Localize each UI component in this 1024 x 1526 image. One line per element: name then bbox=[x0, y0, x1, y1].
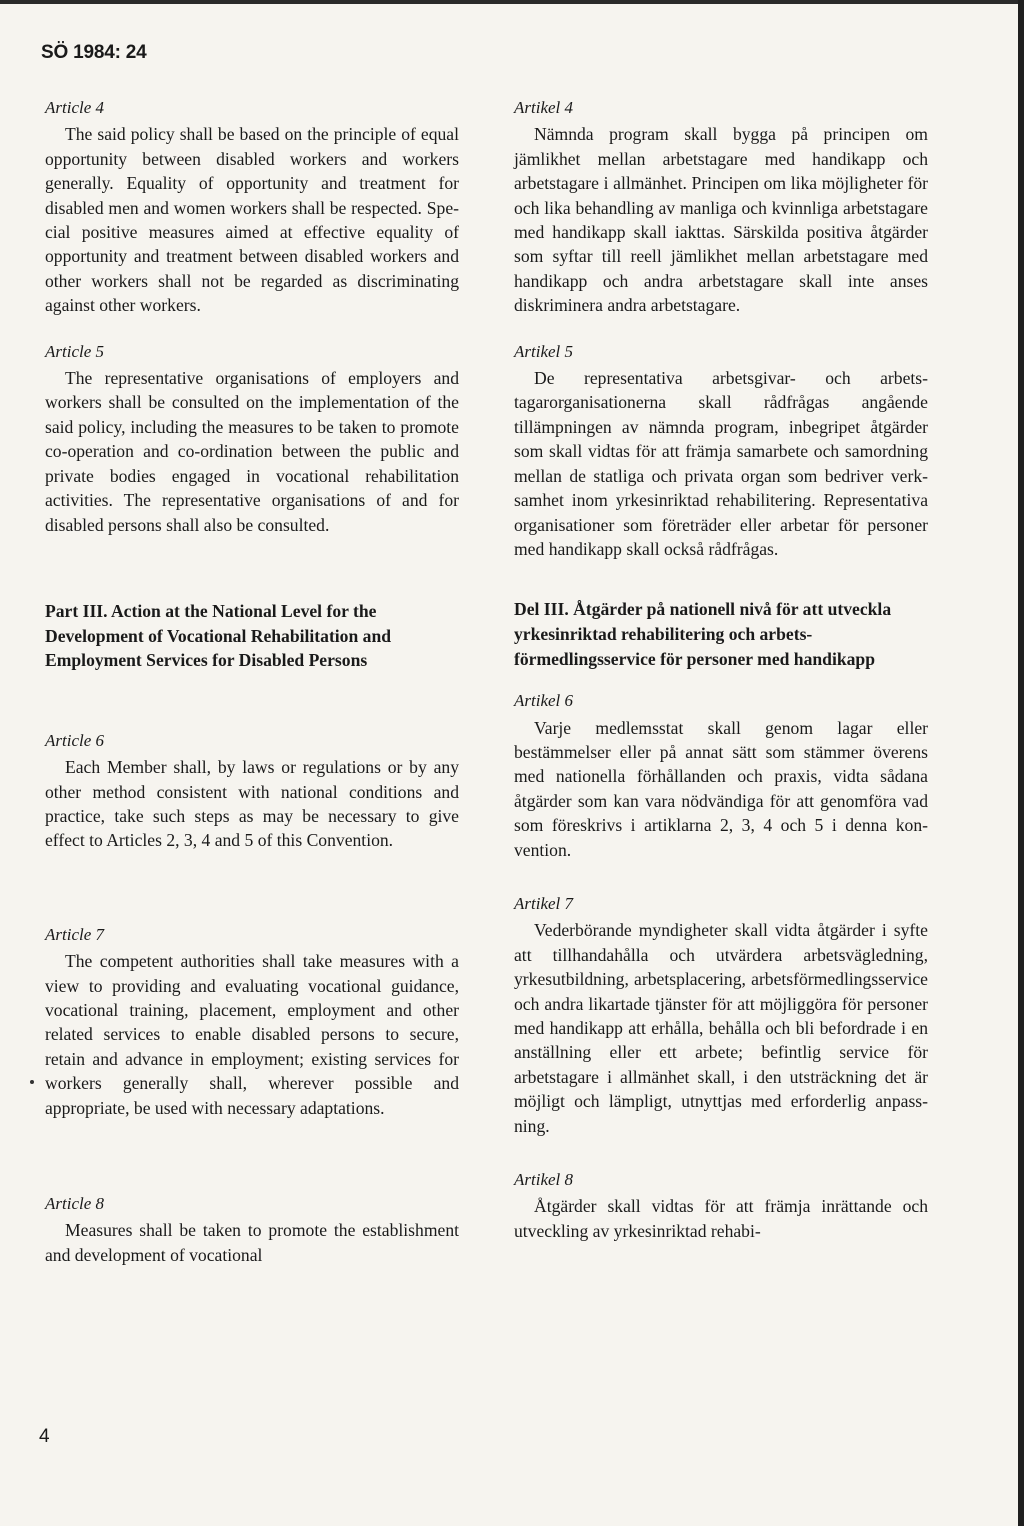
artikel-5-text: De representativa arbetsgivar- och arbetstagarorganisationerna skall rådfrågas angående tillämpningen av nämnda program, inbegripet åtgärder som skall vidtas för att främja samarbete och samordning mellan de statliga och privata organ som bedriver verksamhet inom yrkesinriktad rehabilitering. Representativa organisationer som företräder eller arbetar för personer med handikapp skall också rådfrågas. bbox=[514, 368, 928, 559]
page-number: 4 bbox=[39, 1426, 50, 1447]
article-5-text: The representative organisations of employers and workers shall be consulted on the implementation of the said policy, including the measures to be taken to promote co-operation and co-ordination between the public and private bodies engaged in vocational rehabilitation activities. The representative organisations of and for disabled persons shall also be consulted. bbox=[45, 368, 459, 535]
part-3-heading: Part III. Action at the National Level for the Development of Vocational Rehabilitation and Employment Services for Disabled Persons bbox=[45, 600, 392, 671]
article-6-text: Each Member shall, by laws or regulations or by any other method consistent with national conditions and practice, take such steps as may be necessary to give effect to Articles 2, 3, 4 and 5 of this Convention. bbox=[45, 757, 459, 851]
artikel-8-text: Åtgärder skall vidtas för att främja inrättande och utveckling av yrkesinriktad rehabi- bbox=[514, 1196, 928, 1241]
article-8-text: Measures shall be taken to promote the establishment and development of vocational bbox=[45, 1220, 459, 1265]
top-border bbox=[0, 0, 1024, 4]
article-4-heading: Article 4 bbox=[45, 98, 105, 117]
artikel-6-heading: Artikel 6 bbox=[514, 691, 574, 711]
article-7-text: The competent authorities shall take measures with a view to providing and evaluating vocational guidance, vocational training, placement, employment and other related services to enable disabled persons to secure, retain and advance in employment; existing services for workers generally shall, wherever possible and appropriate, be used with necessary adaptations. bbox=[45, 951, 459, 1118]
english-column bbox=[45, 96, 459, 1267]
artikel-6-text: Varje medlemsstat skall genom lagar eller bestämmelser eller på annat sätt som stämmer överens med nationella förhållanden och praxis, vidta sådana åtgärder som kan vara nödvändiga för att genomföra vad som föreskrivs i artiklarna 2, 3, 4 och 5 i denna konvention. bbox=[514, 717, 928, 860]
article-4-text: The said policy shall be based on the principle of equal opportunity between disabled workers and workers generally. Equality of opportunity and treatment for disabled men and women workers shall be respected. Special positive measures aimed at effective equality of opportunity and treatment between disabled workers and other workers shall not be regarded as discriminating against other workers. bbox=[45, 124, 459, 316]
artikel-7-text: Vederbörande myndigheter skall vidta åtgärder i syfte att tillhandahålla och utvärdera arbetsvägledning, yrkesutbildning, arbetsplacering, arbetsförmedlingsservice och andra likartade tjänster för att möjliggöra för personer med handikapp att erhålla, behålla och bli befordrade i en anställning eller ett arbete; befintlig service för arbetstagare i allmänhet skall, i den utsträckning det är möjligt och lämpligt, utnyttjas med erforderlig anpassning. bbox=[514, 920, 928, 1136]
article-8-heading: Article 8 bbox=[45, 1193, 105, 1213]
stray-mark bbox=[30, 1080, 34, 1084]
artikel-4-text: Nämnda program skall bygga på principen om jämlikhet mellan arbetstagare med handikapp och arbetstagare i allmänhet. Principen om lika möjligheter för och lika behandling av manliga och kvinnliga arbetstagare med handikapp skall iakttas. Särskilda positiva åtgärder som syftar till reell jämlikhet mellan arbetstagare med handikapp och andra arbetstagare skall inte anses diskriminera andra arbetstagare. bbox=[514, 124, 928, 316]
artikel-4-heading: Artikel 4 bbox=[514, 98, 574, 117]
artikel-8-heading: Artikel 8 bbox=[514, 1170, 574, 1189]
del-3-heading: Del III. Åtgärder på nationell nivå för att utveckla yrkesinriktad rehabilitering och arbetsförmedlingsservice för personer med handikapp bbox=[514, 599, 892, 669]
series-label: SÖ 1984: 24 bbox=[41, 42, 147, 63]
article-5-heading: Article 5 bbox=[45, 341, 105, 361]
page-edge bbox=[1018, 0, 1024, 1526]
artikel-5-heading: Artikel 5 bbox=[514, 341, 574, 361]
swedish-column bbox=[514, 96, 928, 1243]
artikel-7-heading: Artikel 7 bbox=[514, 893, 574, 913]
article-6-heading: Article 6 bbox=[45, 730, 105, 750]
article-7-heading: Article 7 bbox=[45, 924, 105, 944]
